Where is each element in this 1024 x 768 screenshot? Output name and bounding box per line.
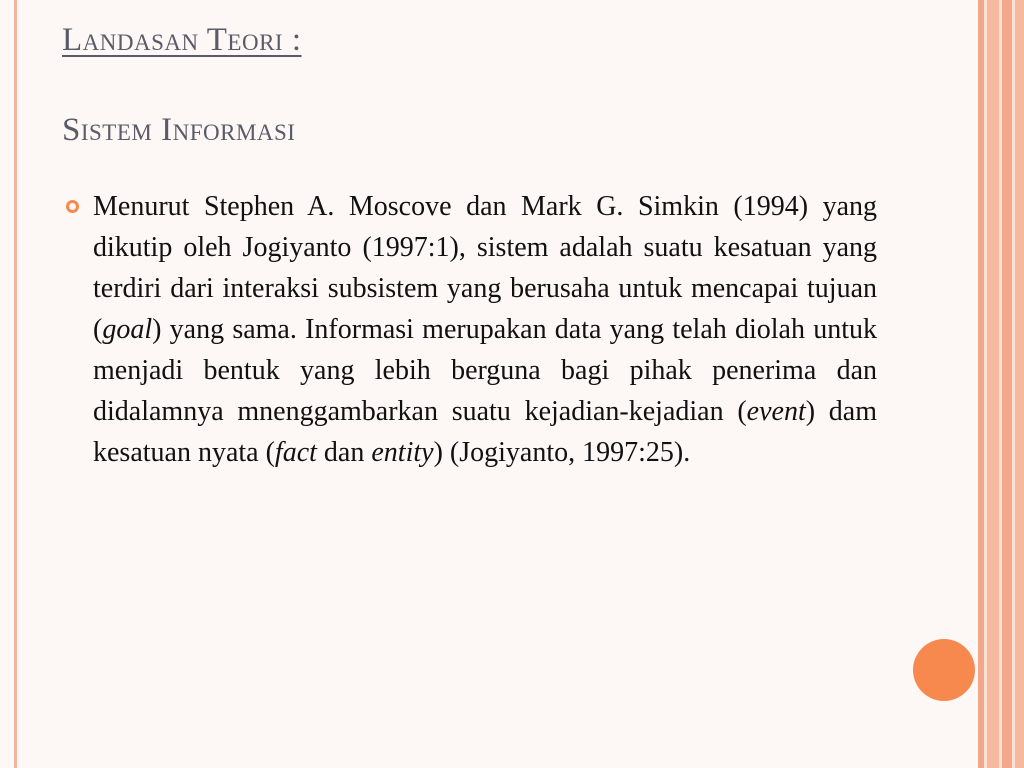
term-fact: fact — [274, 437, 317, 468]
paragraph-text: ) dam kesatuan nyata ( — [93, 396, 877, 468]
body-paragraph — [93, 186, 877, 473]
slide-title: Landasan Teori : — [62, 22, 302, 58]
term-goal: goal — [102, 314, 153, 345]
circle-bullet-icon — [66, 200, 79, 213]
paragraph-text: dan — [316, 437, 372, 468]
paragraph-text: Menurut Stephen A. Moscove dan Mark G. Simkin (1994) yang dikutip oleh Jogiyanto (1997:1), sistem adalah suatu kesatuan yang terdiri dari interaksi subsistem yang berusaha untuk mencapai tujuan ( — [93, 191, 877, 345]
paragraph-text: ) yang sama. Informasi merupakan data yang telah diolah untuk menjadi bentuk yang lebih berguna bagi pihak penerima dan didalamnya mnenggambarkan suatu kejadian-kejadian ( — [93, 314, 877, 427]
right-stripe — [987, 0, 999, 768]
paragraph-text: ) (Jogiyanto, 1997:25). — [433, 437, 691, 468]
right-stripe — [1015, 0, 1024, 768]
term-entity: entity — [371, 437, 434, 468]
term-event: event — [746, 396, 806, 427]
slide-subtitle: Sistem Informasi — [62, 112, 296, 148]
left-accent-line — [14, 0, 17, 768]
decorative-circle — [913, 639, 975, 701]
right-stripe — [1002, 0, 1012, 768]
